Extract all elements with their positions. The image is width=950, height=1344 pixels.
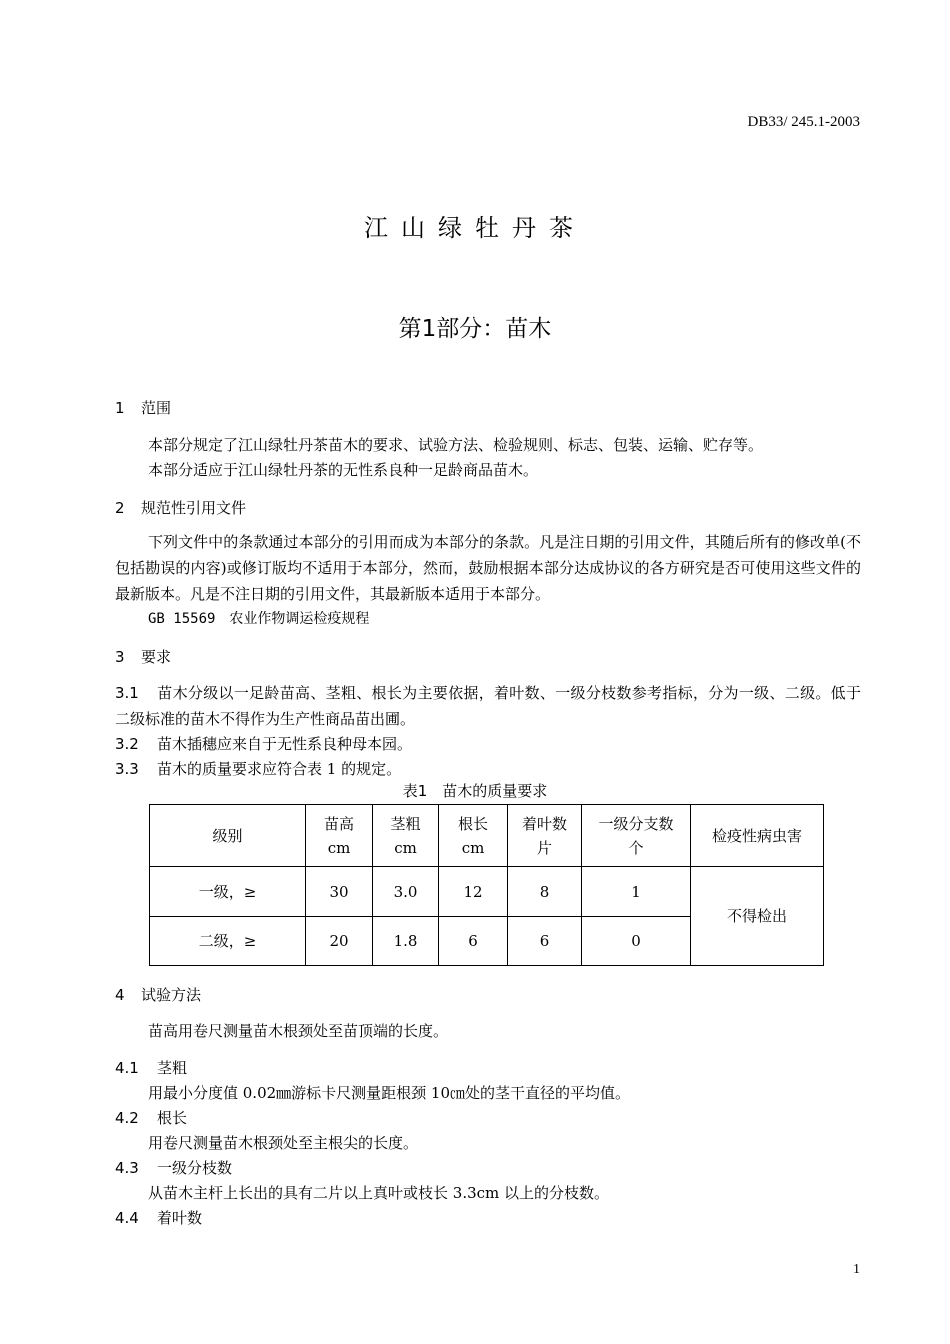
clause-4-4-heading: [115, 1207, 202, 1228]
table-cell: 20: [306, 917, 373, 966]
clause-title: 茎粗: [157, 1059, 188, 1077]
clause-number: 3.2: [115, 735, 139, 753]
section-2-paragraph: 下列文件中的条款通过本部分的引用而成为本部分的条款。凡是注日期的引用文件，其随后所有的修改单(不包括勘误的内容)或修订版均不适用于本部分，然而，鼓励根据本部分达成协议的各方研究是否可使用这些文件的最新版本。凡是不注日期的引用文件，其最新版本适用于本部分。: [115, 533, 861, 603]
table-cell: 30: [306, 867, 373, 917]
header-cell-height: 苗高 cm: [306, 805, 373, 867]
clause-4-2-text: 用卷尺测量苗木根颈处至主根尖的长度。: [148, 1134, 419, 1152]
normative-reference: GB 15569 农业作物调运检疫规程: [148, 611, 370, 627]
table-caption: 表1 苗木的质量要求: [402, 782, 548, 800]
header-cell-grade: 级别: [150, 805, 306, 867]
clause-text: 苗木分级以一足龄苗高、茎粗、根长为主要依据，着叶数、一级分枝数参考指标，分为一级、二级。低于二级标准的苗木不得作为生产性商品苗出圃。: [115, 684, 861, 728]
clause-text: 苗木插穗应来自于无性系良种母本园。: [157, 735, 413, 753]
table-cell: 12: [439, 867, 508, 917]
table-cell: 6: [439, 917, 508, 966]
section-number: 2: [115, 499, 125, 517]
clause-4-3-heading: [115, 1157, 232, 1178]
table-cell: 1.8: [373, 917, 439, 966]
section-3-heading: [115, 646, 171, 667]
clause-3-3: [115, 758, 401, 779]
clause-title: 根长: [157, 1109, 188, 1127]
document-subtitle: 第1部分：苗木: [398, 316, 552, 342]
header-cell-quarantine: 检疫性病虫害: [691, 805, 824, 867]
clause-3-2: [115, 733, 412, 754]
table-cell: 0: [582, 917, 691, 966]
clause-number: 4.4: [115, 1209, 139, 1227]
section-2-heading: [115, 497, 246, 518]
header-cell-branches: 一级分支数 个: [582, 805, 691, 867]
document-title: 江山绿牡丹茶: [364, 214, 586, 242]
table-cell: 6: [508, 917, 582, 966]
section-number: 3: [115, 648, 125, 666]
table-cell: 8: [508, 867, 582, 917]
section-4-heading: [115, 984, 201, 1005]
section-1-paragraph-2: 本部分适应于江山绿牡丹茶的无性系良种一足龄商品苗木。: [148, 461, 539, 479]
table-cell: 3.0: [373, 867, 439, 917]
clause-title: 一级分枝数: [157, 1159, 233, 1177]
section-1-heading: [115, 397, 171, 418]
clause-number: 4.1: [115, 1059, 139, 1077]
header-cell-stem: 茎粗 cm: [373, 805, 439, 867]
table-cell: 一级，≥: [150, 867, 306, 917]
section-4-paragraph: 苗高用卷尺测量苗木根颈处至苗顶端的长度。: [148, 1022, 449, 1040]
section-title: 范围: [141, 399, 172, 417]
clause-4-3-text: 从苗木主杆上长出的具有二片以上真叶或枝长 3.3cm 以上的分枝数。: [148, 1184, 610, 1202]
header-cell-leaves: 着叶数 片: [508, 805, 582, 867]
section-number: 4: [115, 986, 125, 1004]
section-title: 要求: [141, 648, 172, 666]
clause-4-1-heading: [115, 1057, 187, 1078]
table-row: [150, 867, 824, 917]
header-cell-root: 根长 cm: [439, 805, 508, 867]
clause-4-2-heading: [115, 1107, 187, 1128]
quality-table: [149, 804, 824, 966]
clause-3-1: [115, 680, 861, 732]
clause-text: 苗木的质量要求应符合表 1 的规定。: [157, 760, 402, 778]
standard-number: DB33/ 245.1-2003: [747, 114, 860, 130]
clause-title: 着叶数: [157, 1209, 203, 1227]
clause-number: 3.3: [115, 760, 139, 778]
section-1-paragraph-1: 本部分规定了江山绿牡丹茶苗木的要求、试验方法、检验规则、标志、包装、运输、贮存等。: [148, 436, 764, 454]
table-cell: 1: [582, 867, 691, 917]
merged-quarantine-cell: 不得检出: [691, 867, 824, 966]
clause-number: 4.3: [115, 1159, 139, 1177]
table-cell: 二级，≥: [150, 917, 306, 966]
table-header-row: [150, 805, 824, 867]
section-number: 1: [115, 399, 125, 417]
section-title: 规范性引用文件: [141, 499, 247, 517]
clause-4-1-text: 用最小分度值 0.02㎜游标卡尺测量距根颈 10㎝处的茎干直径的平均值。: [148, 1084, 631, 1102]
page-number: 1: [853, 1262, 860, 1277]
section-title: 试验方法: [141, 986, 202, 1004]
clause-number: 3.1: [115, 684, 139, 702]
clause-number: 4.2: [115, 1109, 139, 1127]
